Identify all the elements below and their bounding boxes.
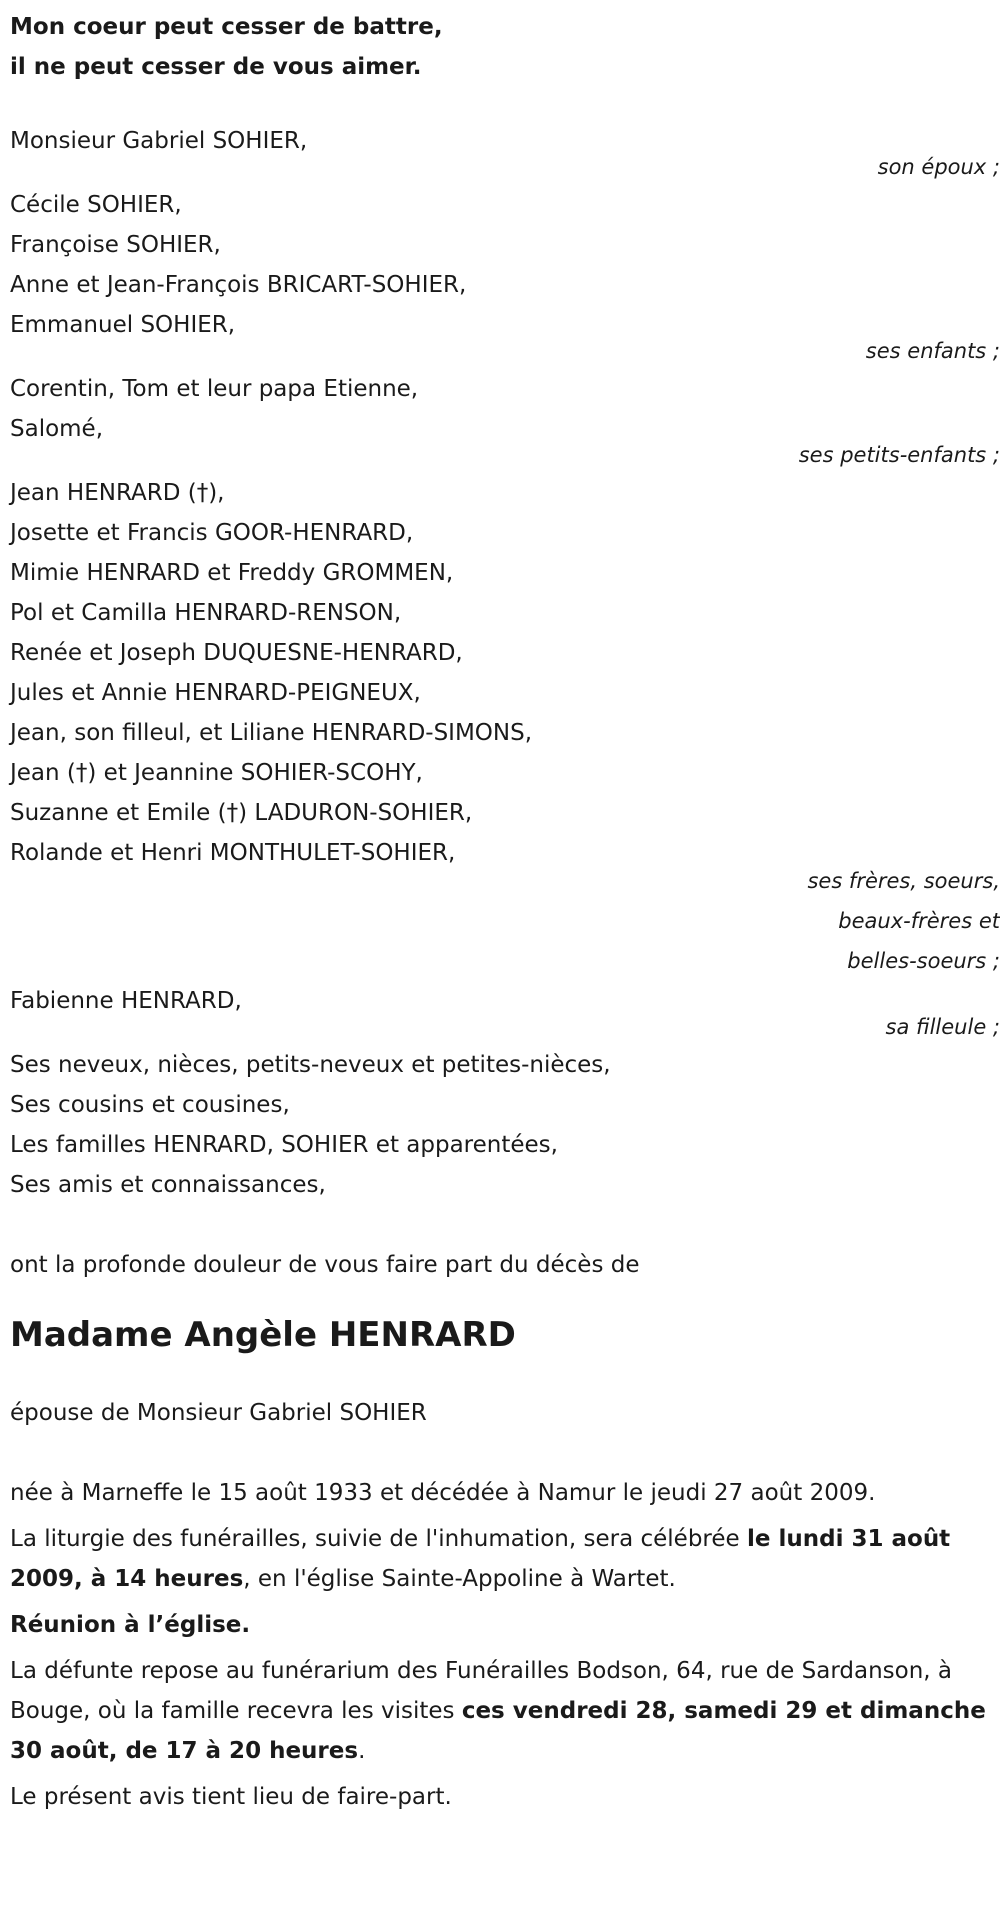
visits-paragraph xyxy=(10,1651,1000,1771)
visits-end: . xyxy=(358,1738,366,1764)
family-name: Monsieur Gabriel SOHIER, xyxy=(10,128,308,154)
family-name: Les familles HENRARD, SOHIER et apparentées, xyxy=(10,1132,558,1158)
family-name: Anne et Jean-François BRICART-SOHIER, xyxy=(10,272,467,298)
family-name: Jean, son filleul, et Liliane HENRARD-SIMONS, xyxy=(10,720,533,746)
family-name: Françoise SOHIER, xyxy=(10,232,221,258)
liturgy-place: , en l'église Sainte-Appoline à Wartet. xyxy=(243,1566,676,1592)
deceased-name: Madame Angèle HENRARD xyxy=(10,1315,516,1355)
liturgy-paragraph xyxy=(10,1519,1000,1599)
family-name: Ses amis et connaissances, xyxy=(10,1172,326,1198)
family-group-siblings xyxy=(10,473,1000,981)
epigraph xyxy=(10,0,990,87)
family-name: Ses cousins et cousines, xyxy=(10,1092,290,1118)
family-name: Jean HENRARD (†), xyxy=(10,480,225,506)
family-role: beaux-frères et xyxy=(838,909,1000,933)
epigraph-line: Mon coeur peut cesser de battre, xyxy=(10,14,443,40)
family-name: Fabienne HENRARD, xyxy=(10,988,242,1014)
family-group-grandchildren xyxy=(10,369,1000,473)
announcement: ont la profonde douleur de vous faire part du décès de xyxy=(10,1252,640,1278)
family-group-goddaughter xyxy=(10,981,1000,1045)
family-name: Rolande et Henri MONTHULET-SOHIER, xyxy=(10,840,456,866)
family-name: Jean (†) et Jeannine SOHIER-SCOHY, xyxy=(10,760,423,786)
family-role: son époux ; xyxy=(877,155,1000,179)
visits-text: La défunte repose au funérarium des Funérailles Bodson, 64, rue de Sardanson, à Bouge, où la famille recevra les visites xyxy=(10,1658,952,1724)
family-group-spouse xyxy=(10,121,1000,185)
family-name: Josette et Francis GOOR-HENRARD, xyxy=(10,520,414,546)
visits-dates: ces vendredi 28, samedi 29 et dimanche 30 août, de 17 à 20 heures xyxy=(10,1698,986,1764)
family-group-extended xyxy=(10,1045,990,1205)
birth-death: née à Marneffe le 15 août 1933 et décédée à Namur le jeudi 27 août 2009. xyxy=(10,1480,876,1506)
family-role: sa filleule ; xyxy=(885,1015,1000,1039)
family-name: Suzanne et Emile (†) LADURON-SOHIER, xyxy=(10,800,473,826)
spouse-line: épouse de Monsieur Gabriel SOHIER xyxy=(10,1400,427,1426)
family-name: Emmanuel SOHIER, xyxy=(10,312,236,338)
family-name: Jules et Annie HENRARD-PEIGNEUX, xyxy=(10,680,421,706)
family-role: belles-soeurs ; xyxy=(847,949,1000,973)
epigraph-line: il ne peut cesser de vous aimer. xyxy=(10,54,422,80)
reunion-note: Réunion à l’église. xyxy=(10,1612,251,1638)
family-group-children xyxy=(10,185,1000,369)
family-role: ses frères, soeurs, xyxy=(807,869,1000,893)
liturgy-date: le lundi 31 août 2009, à 14 heures xyxy=(10,1526,951,1592)
family-name: Ses neveux, nièces, petits-neveux et petites-nièces, xyxy=(10,1052,611,1078)
family-role: ses petits-enfants ; xyxy=(798,443,1000,467)
family-name: Pol et Camilla HENRARD-RENSON, xyxy=(10,600,402,626)
family-name: Corentin, Tom et leur papa Etienne, xyxy=(10,376,419,402)
family-name: Mimie HENRARD et Freddy GROMMEN, xyxy=(10,560,454,586)
closing-note: Le présent avis tient lieu de faire-part. xyxy=(10,1784,452,1810)
family-role: ses enfants ; xyxy=(865,339,1000,363)
liturgy-text: La liturgie des funérailles, suivie de l'inhumation, sera célébrée xyxy=(10,1526,747,1552)
family-name: Cécile SOHIER, xyxy=(10,192,182,218)
family-name: Renée et Joseph DUQUESNE-HENRARD, xyxy=(10,640,463,666)
family-name: Salomé, xyxy=(10,416,104,442)
